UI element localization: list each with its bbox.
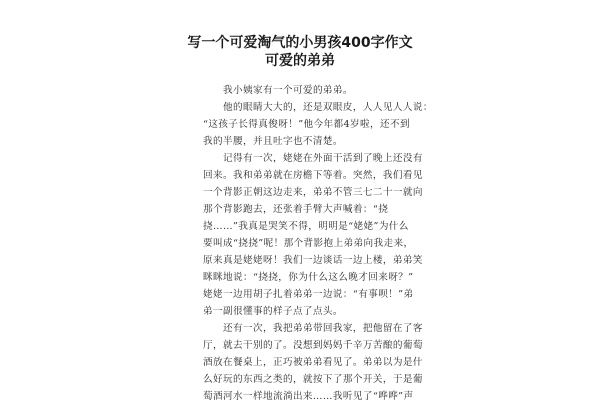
paragraph-line: 厅，就去干别的了。没想到妈妈千辛万苦酿的葡萄 bbox=[203, 340, 423, 351]
paragraph-line: “这孩子长得真俊呀！”他今年都4岁啦，还不到 bbox=[203, 119, 410, 130]
paragraph-line: 酒放在餐桌上，正巧被弟弟看见了。弟弟以为是什 bbox=[203, 357, 423, 368]
paragraph-line: 么好玩的东西之类的，就按下了那个开关，于是葡 bbox=[203, 374, 423, 385]
paragraph-line: 弟一副很懂事的样子点了点头。 bbox=[203, 306, 343, 317]
paragraph-line: 姥姥一边用胡子扎着弟弟一边说：“有事呗！”弟 bbox=[203, 289, 414, 300]
document-title bbox=[150, 34, 450, 70]
document-body bbox=[203, 82, 433, 405]
paragraph-line: 一个背影正朝这边走来，弟弟不管三七二十一就向 bbox=[203, 187, 423, 198]
paragraph-line: 萄酒河水一样地流淌出来……我听见了“哗哗”声 bbox=[203, 391, 414, 402]
title-line-1: 写一个可爱淘气的小男孩400字作文 bbox=[187, 35, 413, 51]
paragraph-line: 我小姨家有一个可爱的弟弟。 bbox=[223, 85, 353, 96]
paragraph-line: 要叫成“挠挠”呢！那个背影抱上弟弟向我走来， bbox=[203, 238, 414, 249]
paragraph-line: 回来。我和弟弟就在房檐下等着。突然，我们看见 bbox=[203, 170, 423, 181]
paragraph-line: 那个背影跑去，还张着手臂大声喊着：“挠 bbox=[203, 204, 389, 215]
paragraph-line: 眯眯地说：“挠挠，你为什么这么晚才回来呀？” bbox=[203, 272, 414, 283]
title-line-2: 可爱的弟弟 bbox=[265, 53, 335, 69]
paragraph-line: 挠……”我真是哭笑不得，明明是“姥姥”为什么 bbox=[203, 221, 409, 232]
paragraph-line: 还有一次，我把弟弟带回我家，把他留在了客 bbox=[223, 323, 423, 334]
paragraph-line: 我的半腰，并且吐字也不清楚。 bbox=[203, 136, 343, 147]
paragraph-line: 记得有一次，姥姥在外面干活到了晚上还没有 bbox=[223, 153, 423, 164]
paragraph-line: 原来真是姥姥呀！我们一边谈话一边上楼，弟弟笑 bbox=[203, 255, 423, 266]
paragraph-line: 他的眼睛大大的，还是双眼皮，人人见人人说： bbox=[223, 102, 433, 113]
